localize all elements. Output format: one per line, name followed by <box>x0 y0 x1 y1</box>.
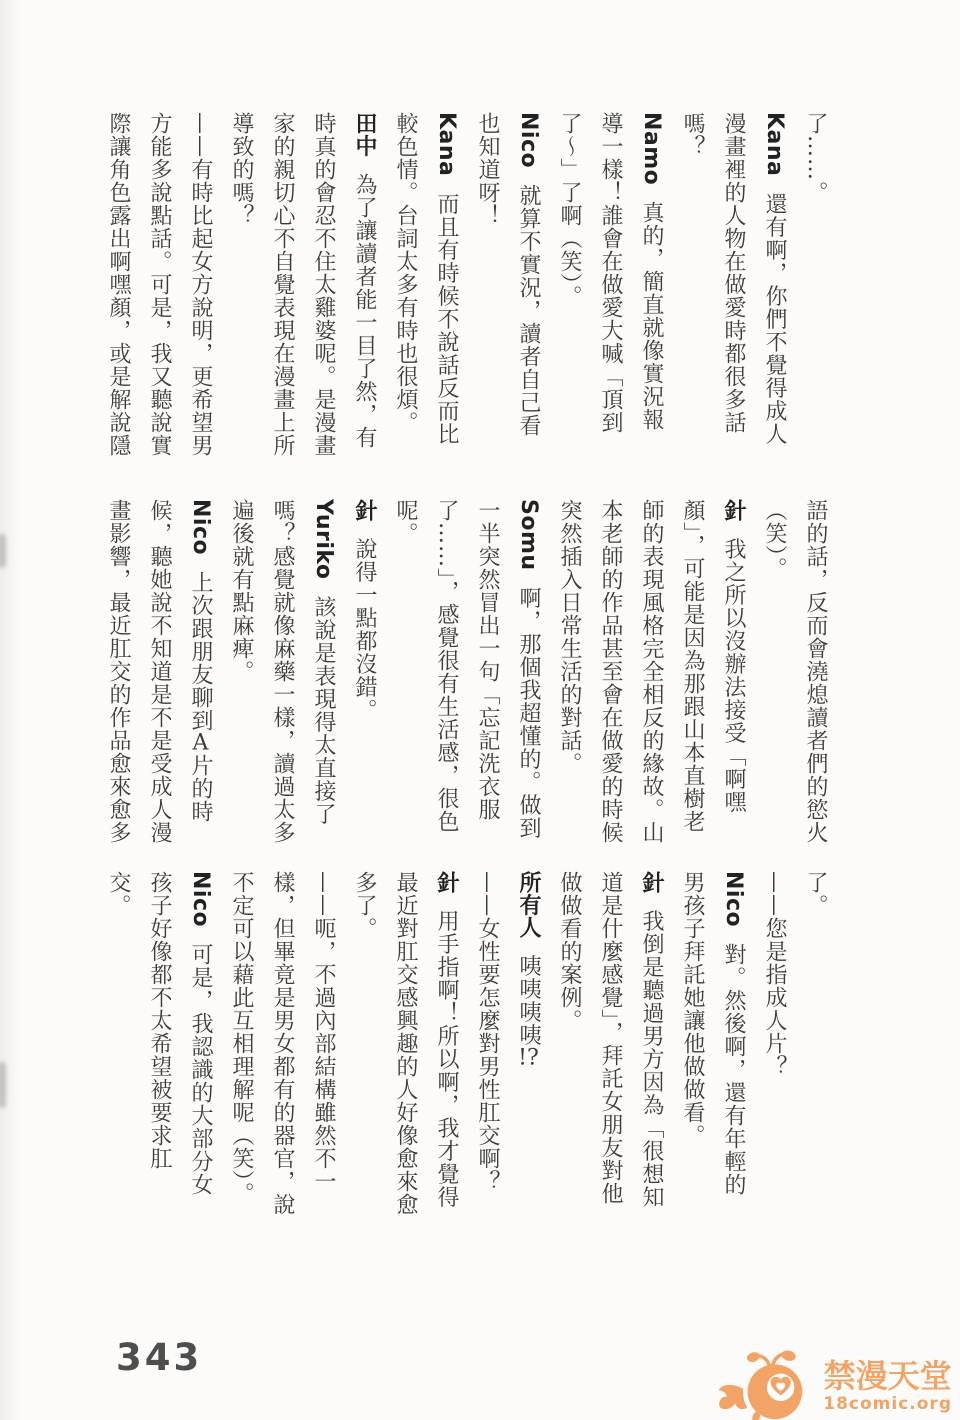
speaker-label: Nico <box>188 871 213 928</box>
interview-line <box>426 499 467 851</box>
line-text: 了。 <box>803 871 828 917</box>
speaker-label: Nico <box>721 871 746 928</box>
line-text: 導一樣！誰會在做愛大喊「頂到 <box>598 112 623 434</box>
speaker-label: Nico <box>516 112 541 169</box>
interview-line <box>426 871 467 1227</box>
speaker-label: 田中 <box>352 112 377 157</box>
line-text: 嗎？感覺就像麻藥一樣，讀過太多 <box>270 499 295 844</box>
scan-artifact <box>0 534 6 568</box>
interview-line <box>549 112 590 464</box>
line-text: 突然插入日常生活的對話。 <box>557 499 582 775</box>
interview-line <box>262 499 303 851</box>
interview-line <box>180 499 221 851</box>
line-text: 候，聽她說不知道是不是受成人漫 <box>147 499 172 844</box>
interview-line <box>98 112 139 464</box>
interview-line <box>344 499 385 851</box>
line-text: 道是什麼感覺」，拜託女朋友對他 <box>598 871 623 1205</box>
line-text: 時真的會忍不住太雞婆呢。是漫畫 <box>311 112 336 457</box>
line-text: 遍後就有點麻痺。 <box>229 499 254 683</box>
interview-line <box>590 112 631 464</box>
speaker-label: Namo <box>639 112 664 186</box>
line-text: 較色情。台詞太多有時也很煩。 <box>393 112 418 434</box>
interview-line <box>795 871 836 1227</box>
line-text: 樣，但畢竟是男女都有的器官，說 <box>270 871 295 1216</box>
line-text: 說得一點都沒錯。 <box>352 537 377 722</box>
interview-line <box>713 112 754 464</box>
line-text: 多了。 <box>352 871 377 940</box>
line-text: 交。 <box>106 871 131 917</box>
interview-line <box>631 112 672 464</box>
interview-line <box>262 871 303 1227</box>
interview-line <box>426 112 467 464</box>
line-text: 還有啊，你們不覺得成人 <box>762 192 787 446</box>
interview-line <box>672 871 713 1227</box>
interview-line <box>180 112 221 464</box>
interview-line <box>713 871 754 1227</box>
interview-line <box>549 871 590 1227</box>
watermark-site-name: 禁漫天堂 <box>823 1356 952 1395</box>
upright-latin-char: A <box>192 732 209 755</box>
scan-artifact <box>0 1062 6 1108</box>
line-text: 咦咦咦咦!? <box>516 954 541 1069</box>
line-text: 顏」，可能是因為那跟山本直樹老 <box>680 499 705 833</box>
line-text: 男孩子拜託她讓他做做看。 <box>680 871 705 1147</box>
interview-line <box>303 112 344 464</box>
page-number: 343 <box>116 1336 203 1379</box>
interview-line <box>344 112 385 464</box>
line-text: 做做看的案例。 <box>557 871 582 1032</box>
watermark <box>713 1348 952 1420</box>
interview-line <box>98 499 139 851</box>
line-text: 對。然後啊，還有年輕的 <box>721 943 746 1197</box>
line-text: 了……。 <box>803 112 828 204</box>
interview-line <box>467 871 508 1227</box>
interview-line <box>385 112 426 464</box>
interview-line <box>713 499 754 851</box>
interview-line <box>221 112 262 464</box>
speaker-label: 針 <box>352 499 377 522</box>
interview-line <box>303 871 344 1227</box>
interview-line <box>508 871 549 1227</box>
interview-line <box>221 871 262 1227</box>
line-text: ——女性要怎麼對男性肛交啊？ <box>475 871 500 1193</box>
line-text: 上次跟朋友聊到A片的時 <box>188 571 213 824</box>
speaker-label: Somu <box>516 499 541 571</box>
line-text: ——您是指成人片？ <box>762 871 787 1078</box>
speaker-label: Nico <box>188 499 213 556</box>
scan-edge-shading <box>0 0 26 1420</box>
line-text: 啊，那個我超懂的。做到 <box>516 586 541 840</box>
interview-line <box>672 499 713 851</box>
speaker-label: 所有人 <box>516 871 541 939</box>
line-text: 孩子好像都不太希望被要求肛 <box>147 871 172 1170</box>
interview-band-bottom <box>94 871 836 1227</box>
line-text: 我倒是聽過男方因為「很想知 <box>639 909 664 1209</box>
interview-line <box>344 871 385 1227</box>
interview-line <box>795 499 836 851</box>
interview-band-middle <box>94 499 836 851</box>
interview-line <box>180 871 221 1227</box>
speaker-label: 針 <box>639 871 664 894</box>
watermark-site-url: 18comic.org <box>823 1394 952 1415</box>
interview-line <box>98 871 139 1227</box>
line-text: 畫影響，最近肛交的作品愈來愈多 <box>106 499 131 844</box>
interview-line <box>754 871 795 1227</box>
line-text: 方能多說點話。可是，我又聽說實 <box>147 112 172 457</box>
interview-line <box>508 499 549 851</box>
line-text: 可是，我認識的大部分女 <box>188 943 213 1197</box>
interview-line <box>385 871 426 1227</box>
line-text: 就算不實況，讀者自己看 <box>516 184 541 438</box>
line-text: 也知道呀！ <box>475 112 500 227</box>
line-text: 最近對肛交感興趣的人好像愈來愈 <box>393 871 418 1216</box>
line-text: 為了讓讀者能一目了然，有 <box>352 173 377 449</box>
interview-line <box>754 112 795 464</box>
line-text: 不定可以藉此互相理解呢（笑）。 <box>229 871 254 1205</box>
line-text: 一半突然冒出一句「忘記洗衣服 <box>475 499 500 821</box>
line-text: 我之所以沒辦法接受「啊嘿 <box>721 537 746 814</box>
line-text: ——呃，不過內部結構雖然不一 <box>311 871 336 1193</box>
line-text: ——有時比起女方說明，更希望男 <box>188 112 213 457</box>
interview-line <box>467 112 508 464</box>
interview-line <box>262 112 303 464</box>
speaker-label: Kana <box>434 112 459 177</box>
line-text: 而且有時候不說話反而比 <box>434 192 459 446</box>
interview-band-top <box>94 112 836 464</box>
line-text: 該說是表現得太直接了 <box>311 595 336 826</box>
peach-whale-mascot-icon <box>713 1348 821 1420</box>
speaker-label: Kana <box>762 112 787 177</box>
tatechuyoko-text: !? <box>518 1046 539 1069</box>
interview-line <box>303 499 344 851</box>
interview-line <box>221 499 262 851</box>
interview-line <box>139 112 180 464</box>
interview-line <box>754 499 795 851</box>
line-text: 導致的嗎？ <box>229 112 254 227</box>
speaker-label: 針 <box>721 499 746 522</box>
watermark-text <box>823 1356 952 1415</box>
line-text: 本老師的作品甚至會在做愛的時候 <box>598 499 623 844</box>
line-text: （笑）。 <box>762 499 787 580</box>
line-text: 用手指啊！所以啊，我才覺得 <box>434 909 459 1209</box>
interview-line <box>672 112 713 464</box>
interview-line <box>631 871 672 1227</box>
interview-line <box>467 499 508 851</box>
interview-line <box>385 499 426 851</box>
line-text: 了～」了啊（笑）。 <box>557 112 582 308</box>
interview-line <box>508 112 549 464</box>
line-text: 際讓角色露出啊嘿顏，或是解說隱 <box>106 112 131 457</box>
speaker-label: Yuriko <box>311 499 336 580</box>
interview-line <box>549 499 590 851</box>
line-text: 師的表現風格完全相反的緣故。山 <box>639 499 664 844</box>
speaker-label: 針 <box>434 871 459 894</box>
line-text: 嗎？ <box>680 112 705 158</box>
interview-line <box>590 871 631 1227</box>
interview-line <box>139 499 180 851</box>
line-text: 呢。 <box>393 499 418 545</box>
interview-line <box>590 499 631 851</box>
line-text: 漫畫裡的人物在做愛時都很多話 <box>721 112 746 434</box>
interview-line <box>139 871 180 1227</box>
line-text: 家的親切心不自覺表現在漫畫上所 <box>270 112 295 457</box>
interview-line <box>795 112 836 464</box>
line-text: 語的話，反而會澆熄讀者們的慾火 <box>803 499 828 844</box>
interview-line <box>631 499 672 851</box>
line-text: 了……」，感覺很有生活感，很色 <box>434 499 459 833</box>
line-text: 真的，簡直就像實況報 <box>639 201 664 432</box>
